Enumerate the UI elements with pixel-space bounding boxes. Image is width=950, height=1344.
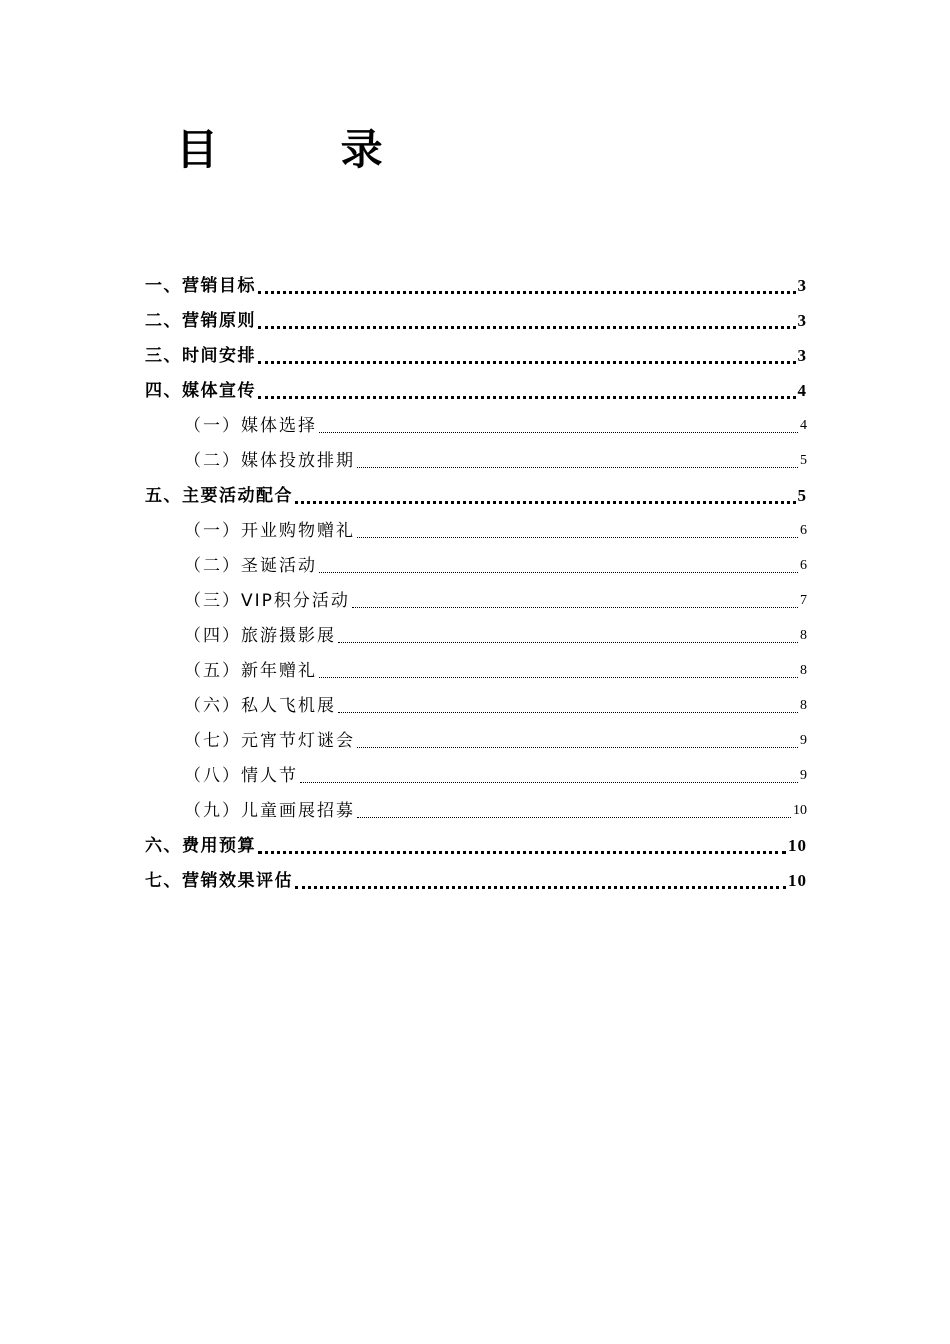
dot-leader [258, 361, 796, 364]
toc-subentry[interactable] [145, 439, 807, 474]
dot-leader [258, 291, 796, 294]
dot-leader [357, 747, 798, 748]
toc-page-number: 9 [800, 733, 807, 748]
toc-entry-label: 六、费用预算 [145, 836, 256, 856]
toc-page-number: 6 [800, 558, 807, 573]
toc-subentry[interactable] [145, 684, 807, 719]
toc-page-number: 3 [797, 346, 807, 365]
toc-entry-label: （二）圣诞活动 [184, 556, 317, 576]
toc-subentry[interactable] [145, 754, 807, 789]
dot-leader [352, 607, 798, 608]
dot-leader [338, 712, 798, 713]
toc-subentry[interactable] [145, 579, 807, 614]
toc-entry-label: （一）媒体选择 [184, 416, 317, 436]
toc-entry-label: 三、时间安排 [145, 346, 256, 366]
toc-page-number: 5 [800, 453, 807, 468]
toc-entry-label: （三）VIP积分活动 [184, 591, 350, 611]
toc-entry-label: （八）情人节 [184, 766, 298, 786]
dot-leader [300, 782, 798, 783]
dot-leader [319, 432, 798, 433]
toc-subentry[interactable] [145, 789, 807, 824]
toc-entry-label: （七）元宵节灯谜会 [184, 731, 355, 751]
toc-subentry[interactable] [145, 509, 807, 544]
toc-page-number: 5 [797, 486, 807, 505]
toc-entry-label: （一）开业购物赠礼 [184, 521, 355, 541]
toc-subentry[interactable] [145, 404, 807, 439]
toc-page-number: 8 [800, 663, 807, 678]
toc-page-number: 3 [797, 276, 807, 295]
toc-entry-label: 二、营销原则 [145, 311, 256, 331]
toc-page-number: 8 [800, 628, 807, 643]
toc-entry-label: （二）媒体投放排期 [184, 451, 355, 471]
toc-subentry[interactable] [145, 614, 807, 649]
toc-page-number: 10 [788, 871, 807, 890]
toc-subentry[interactable] [145, 719, 807, 754]
toc-page-number: 10 [788, 836, 807, 855]
toc-page-number: 9 [800, 768, 807, 783]
dot-leader [357, 467, 798, 468]
toc-page-number: 8 [800, 698, 807, 713]
toc-page-number: 7 [800, 593, 807, 608]
dot-leader [258, 396, 796, 399]
toc-entry[interactable] [145, 369, 807, 404]
toc-subentry[interactable] [145, 544, 807, 579]
toc-page-number: 4 [797, 381, 807, 400]
toc-page-number: 3 [797, 311, 807, 330]
toc-entry-label: 五、主要活动配合 [145, 486, 293, 506]
dot-leader [258, 851, 786, 854]
toc-page-number: 6 [800, 523, 807, 538]
toc-entry-label: 七、营销效果评估 [145, 871, 293, 891]
toc-entry-label: （六）私人飞机展 [184, 696, 336, 716]
toc-entry-label: （四）旅游摄影展 [184, 626, 336, 646]
dot-leader [357, 537, 798, 538]
toc-entry-label: （九）儿童画展招募 [184, 801, 355, 821]
table-of-contents [145, 264, 807, 894]
dot-leader [295, 501, 796, 504]
toc-subentry[interactable] [145, 649, 807, 684]
toc-entry[interactable] [145, 299, 807, 334]
toc-entry-label: 四、媒体宣传 [145, 381, 256, 401]
toc-entry[interactable] [145, 264, 807, 299]
toc-entry[interactable] [145, 824, 807, 859]
toc-entry[interactable] [145, 474, 807, 509]
toc-entry[interactable] [145, 859, 807, 894]
toc-title: 目 录 [176, 125, 437, 174]
toc-entry[interactable] [145, 334, 807, 369]
dot-leader [319, 572, 798, 573]
toc-entry-label: （五）新年赠礼 [184, 661, 317, 681]
toc-entry-label: 一、营销目标 [145, 276, 256, 296]
toc-page-number: 10 [793, 803, 807, 818]
dot-leader [295, 886, 786, 889]
dot-leader [319, 677, 798, 678]
dot-leader [258, 326, 796, 329]
toc-page-number: 4 [800, 418, 807, 433]
dot-leader [338, 642, 798, 643]
dot-leader [357, 817, 791, 818]
